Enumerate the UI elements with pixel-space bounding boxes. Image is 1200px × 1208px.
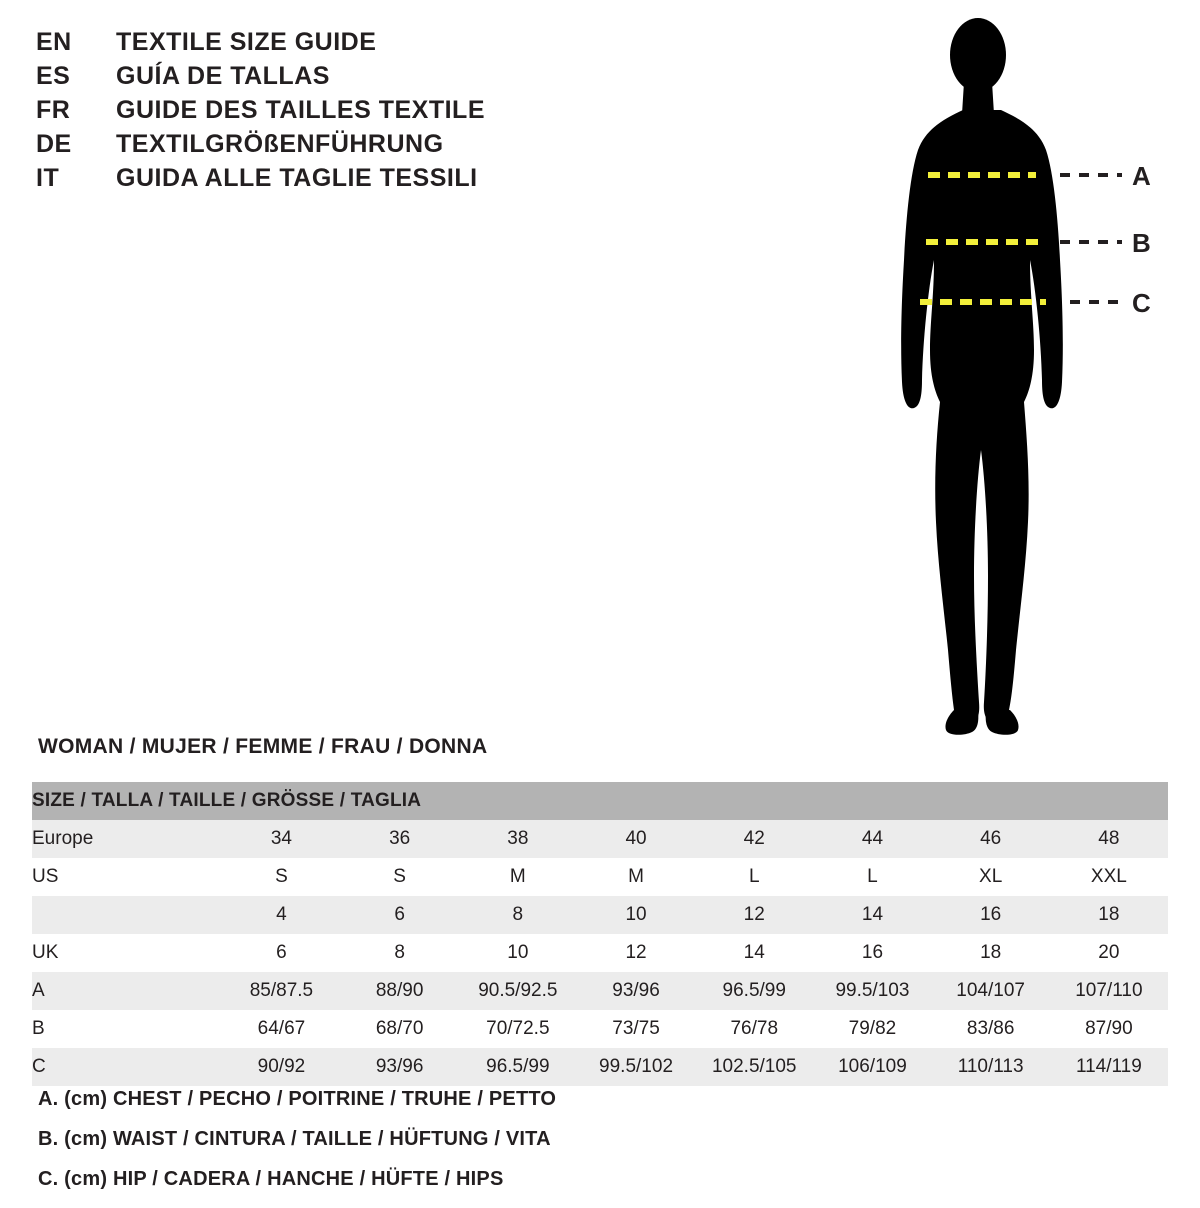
cell-europe-4: 42 bbox=[743, 828, 765, 849]
table-row bbox=[32, 896, 1168, 934]
cell-uk-1: 8 bbox=[394, 942, 405, 963]
table-row bbox=[32, 972, 1168, 1010]
language-title-it: GUIDA ALLE TAGLIE TESSILI bbox=[116, 164, 478, 192]
language-title-es: GUÍA DE TALLAS bbox=[116, 62, 330, 90]
cell-europe-6: 46 bbox=[980, 828, 1002, 849]
language-code-en: EN bbox=[36, 28, 72, 56]
cell-b-2: 70/72.5 bbox=[486, 1018, 550, 1039]
cell-usnum-6: 16 bbox=[980, 904, 1002, 925]
language-title-de: TEXTILGRÖßENFÜHRUNG bbox=[116, 130, 444, 158]
cell-c-4: 102.5/105 bbox=[711, 1056, 797, 1077]
table-row bbox=[32, 858, 1168, 896]
cell-europe-3: 40 bbox=[625, 828, 647, 849]
cell-a-7: 107/110 bbox=[1075, 980, 1143, 1001]
legend-chest: A. (cm) CHEST / PECHO / POITRINE / TRUHE / PETTO bbox=[38, 1088, 557, 1110]
language-row-es bbox=[36, 62, 796, 96]
hip-marker-label: C bbox=[1132, 288, 1151, 318]
cell-b-6: 83/86 bbox=[966, 1018, 1015, 1039]
cell-a-6: 104/107 bbox=[956, 980, 1025, 1001]
language-title-list bbox=[36, 28, 796, 198]
table-header-label: SIZE / TALLA / TAILLE / GRÖSSE / TAGLIA bbox=[32, 790, 422, 811]
table-section-title: WOMAN / MUJER / FEMME / FRAU / DONNA bbox=[38, 735, 488, 758]
cell-uk-6: 18 bbox=[980, 942, 1002, 963]
cell-c-3: 99.5/102 bbox=[599, 1056, 674, 1077]
cell-b-0: 64/67 bbox=[257, 1018, 306, 1039]
row-label-europe: Europe bbox=[32, 828, 94, 849]
cell-usnum-4: 12 bbox=[743, 904, 765, 925]
cell-usnum-5: 14 bbox=[861, 904, 884, 925]
cell-uk-0: 6 bbox=[276, 942, 287, 963]
cell-usnum-3: 10 bbox=[625, 904, 647, 925]
cell-b-1: 68/70 bbox=[375, 1018, 424, 1039]
language-row-en bbox=[36, 28, 796, 62]
cell-us-3: M bbox=[628, 866, 644, 887]
language-code-de: DE bbox=[36, 130, 72, 158]
measurement-legend bbox=[38, 1088, 938, 1208]
cell-europe-2: 38 bbox=[507, 828, 529, 849]
cell-a-5: 99.5/103 bbox=[835, 980, 910, 1001]
cell-usnum-0: 4 bbox=[276, 904, 287, 925]
cell-a-0: 85/87.5 bbox=[249, 980, 314, 1001]
cell-b-3: 73/75 bbox=[612, 1018, 660, 1039]
cell-c-1: 93/96 bbox=[375, 1056, 424, 1077]
language-title-fr: GUIDE DES TAILLES TEXTILE bbox=[116, 96, 486, 124]
cell-c-7: 114/119 bbox=[1075, 1056, 1142, 1077]
cell-c-2: 96.5/99 bbox=[486, 1056, 550, 1077]
cell-b-7: 87/90 bbox=[1085, 1018, 1133, 1039]
cell-b-4: 76/78 bbox=[730, 1018, 779, 1039]
language-title-en: TEXTILE SIZE GUIDE bbox=[116, 28, 377, 56]
cell-uk-3: 12 bbox=[625, 942, 647, 963]
cell-usnum-2: 8 bbox=[512, 904, 524, 925]
cell-europe-0: 34 bbox=[270, 828, 292, 849]
row-label-us-numeric bbox=[32, 896, 222, 934]
cell-uk-7: 20 bbox=[1098, 942, 1120, 963]
cell-uk-4: 14 bbox=[743, 942, 765, 963]
row-label-uk: UK bbox=[32, 942, 59, 963]
cell-a-3: 93/96 bbox=[612, 980, 660, 1001]
cell-usnum-1: 6 bbox=[394, 904, 405, 925]
cell-c-0: 90/92 bbox=[257, 1056, 306, 1077]
size-table bbox=[32, 782, 1168, 1086]
table-header-row bbox=[32, 782, 1168, 820]
cell-us-6: XL bbox=[979, 866, 1003, 887]
cell-uk-5: 16 bbox=[861, 942, 884, 963]
row-label-a: A bbox=[32, 980, 45, 1001]
language-row-de bbox=[36, 130, 796, 164]
cell-c-5: 106/109 bbox=[838, 1056, 907, 1077]
cell-b-5: 79/82 bbox=[848, 1018, 897, 1039]
cell-europe-5: 44 bbox=[861, 828, 884, 849]
table-row bbox=[32, 934, 1168, 972]
language-code-it: IT bbox=[36, 164, 60, 192]
cell-a-2: 90.5/92.5 bbox=[478, 980, 558, 1001]
cell-a-1: 88/90 bbox=[375, 980, 424, 1001]
language-row-it bbox=[36, 164, 796, 198]
cell-europe-1: 36 bbox=[389, 828, 411, 849]
cell-us-7: XXL bbox=[1090, 866, 1127, 887]
table-row bbox=[32, 820, 1168, 858]
cell-europe-7: 48 bbox=[1098, 828, 1120, 849]
table-row bbox=[32, 1010, 1168, 1048]
cell-us-1: S bbox=[393, 866, 406, 887]
row-label-us: US bbox=[32, 866, 59, 887]
legend-waist: B. (cm) WAIST / CINTURA / TAILLE / HÜFTUNG / VITA bbox=[38, 1128, 551, 1150]
row-label-c: C bbox=[32, 1056, 46, 1077]
cell-us-2: M bbox=[509, 866, 526, 887]
cell-uk-2: 10 bbox=[507, 942, 529, 963]
language-code-es: ES bbox=[36, 62, 71, 90]
cell-us-5: L bbox=[867, 866, 878, 887]
cell-a-4: 96.5/99 bbox=[722, 980, 786, 1001]
legend-hip: C. (cm) HIP / CADERA / HANCHE / HÜFTE / HIPS bbox=[38, 1168, 504, 1190]
table-row bbox=[32, 1048, 1168, 1086]
cell-c-6: 110/113 bbox=[957, 1056, 1024, 1077]
language-code-fr: FR bbox=[36, 96, 71, 124]
row-label-b: B bbox=[32, 1018, 45, 1039]
waist-marker-label: B bbox=[1132, 228, 1151, 258]
cell-usnum-7: 18 bbox=[1098, 904, 1120, 925]
cell-us-4: L bbox=[748, 866, 760, 887]
female-body-figure bbox=[860, 10, 1190, 750]
cell-us-0: S bbox=[275, 866, 288, 887]
chest-marker-label: A bbox=[1132, 161, 1151, 191]
body-silhouette-icon bbox=[901, 18, 1063, 735]
language-row-fr bbox=[36, 96, 796, 130]
